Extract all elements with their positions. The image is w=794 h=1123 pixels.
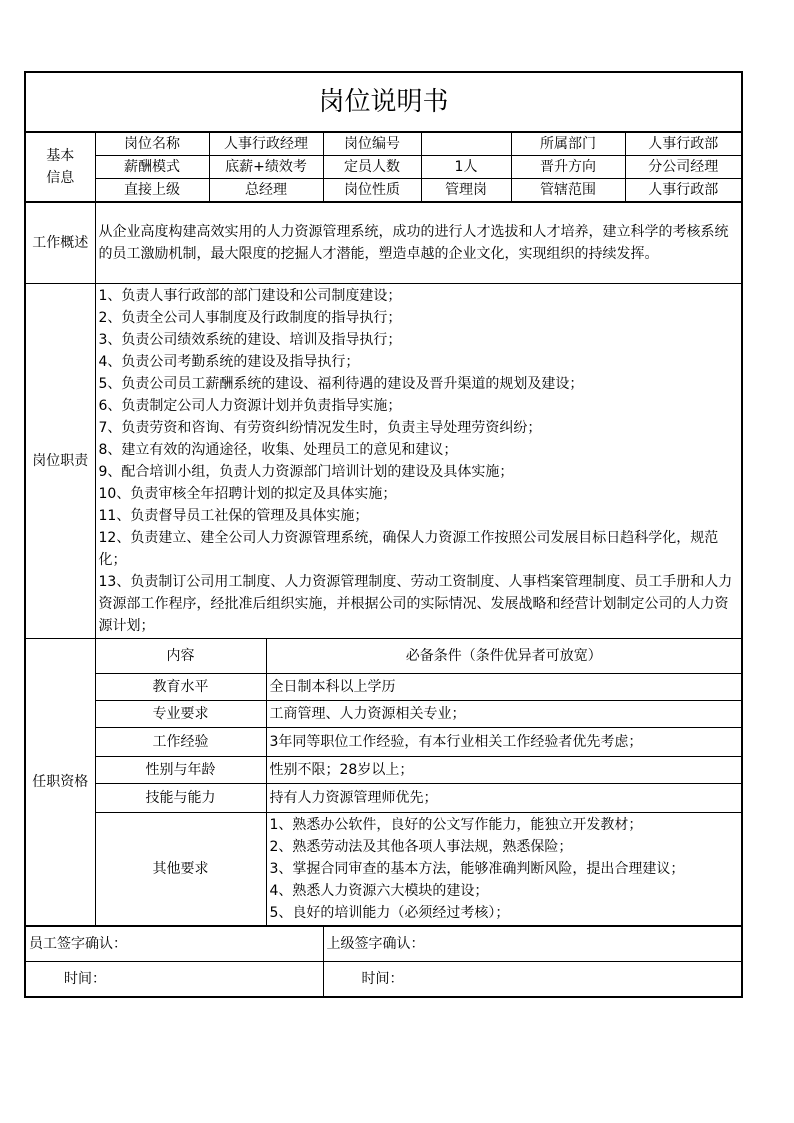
basic-cell: 管辖范围 xyxy=(511,179,625,203)
basic-cell: 岗位性质 xyxy=(323,179,421,203)
job-description-sheet xyxy=(24,71,741,998)
overview-text: 从企业高度构建高效实用的人力资源管理系统，成功的进行人才选拔和人才培养，建立科学的考核系统的员工激励机制，最大限度的挖掘人才潜能，塑造卓越的企业文化，实现组织的持续发挥。 xyxy=(95,202,742,284)
qual-item-value: 3年同等职位工作经验，有本行业相关工作经验者优先考虑； xyxy=(266,728,742,757)
qual-header-content: 内容 xyxy=(95,639,266,674)
other-requirement-item: 5、良好的培训能力（必须经过考核）； xyxy=(269,905,510,921)
basic-cell: 分公司经理 xyxy=(625,156,742,179)
duty-item: 12、负责建立、建全公司人力资源管理系统，确保人力资源工作按照公司发展目标日趋科学化，规范化； xyxy=(98,530,719,568)
basic-info-label-text: 基本 信息 xyxy=(46,148,75,186)
basic-cell: 直接上级 xyxy=(95,179,209,203)
duties-list xyxy=(95,284,742,639)
qual-item-label: 性别与年龄 xyxy=(95,757,266,784)
basic-cell: 人事行政部 xyxy=(625,132,742,156)
qual-item-label: 技能与能力 xyxy=(95,784,266,813)
basic-cell: 总经理 xyxy=(209,179,323,203)
duty-item: 2、负责全公司人事制度及行政制度的指导执行； xyxy=(98,310,402,326)
basic-cell xyxy=(421,132,511,156)
basic-cell: 人事行政部 xyxy=(625,179,742,203)
duties-label: 岗位职责 xyxy=(25,284,95,639)
supervisor-signature[interactable]: 上级签字确认： xyxy=(323,926,742,962)
duty-item: 11、负责督导员工社保的管理及具体实施； xyxy=(98,508,369,524)
basic-cell: 晋升方向 xyxy=(511,156,625,179)
duty-item: 9、配合培训小组，负责人力资源部门培训计划的建设及具体实施； xyxy=(98,464,514,480)
duty-item: 10、负责审核全年招聘计划的拟定及具体实施； xyxy=(98,486,397,502)
other-requirement-item: 4、熟悉人力资源六大模块的建设； xyxy=(269,883,489,899)
basic-cell: 管理岗 xyxy=(421,179,511,203)
duty-item: 3、负责公司绩效系统的建设、培训及指导执行； xyxy=(98,332,402,348)
other-requirement-item: 3、掌握合同审查的基本方法，能够准确判断风险，提出合理建议； xyxy=(269,861,685,877)
other-requirements-label: 其他要求 xyxy=(95,813,266,927)
qual-header-requirements: 必备条件（条件优异者可放宽） xyxy=(266,639,742,674)
employee-sign-time[interactable]: 时间： xyxy=(25,962,323,998)
qual-item-label: 教育水平 xyxy=(95,674,266,701)
qual-item-value: 工商管理、人力资源相关专业； xyxy=(266,701,742,728)
overview-label: 工作概述 xyxy=(25,202,95,284)
job-description-table xyxy=(24,71,743,998)
duty-item: 5、负责公司员工薪酬系统的建设、福利待遇的建设及晋升渠道的规划及建设； xyxy=(98,376,584,392)
basic-cell: 底薪+绩效考 xyxy=(209,156,323,179)
qual-item-label: 专业要求 xyxy=(95,701,266,728)
qual-item-value: 性别不限；28岁以上； xyxy=(266,757,742,784)
basic-cell: 薪酬模式 xyxy=(95,156,209,179)
basic-cell: 人事行政经理 xyxy=(209,132,323,156)
qual-item-value: 持有人力资源管理师优先； xyxy=(266,784,742,813)
basic-cell: 所属部门 xyxy=(511,132,625,156)
duty-item: 4、负责公司考勤系统的建设及指导执行； xyxy=(98,354,360,370)
other-requirement-item: 1、熟悉办公软件，良好的公文写作能力，能独立开发教材； xyxy=(269,817,643,833)
duty-item: 1、负责人事行政部的部门建设和公司制度建设； xyxy=(98,288,402,304)
basic-cell: 1人 xyxy=(421,156,511,179)
basic-info-label xyxy=(25,132,95,202)
basic-cell: 岗位名称 xyxy=(95,132,209,156)
qual-item-value: 全日制本科以上学历 xyxy=(266,674,742,701)
qual-item-label: 工作经验 xyxy=(95,728,266,757)
supervisor-sign-time[interactable]: 时间： xyxy=(323,962,742,998)
qualifications-label: 任职资格 xyxy=(25,639,95,927)
duty-item: 6、负责制定公司人力资源计划并负责指导实施； xyxy=(98,398,402,414)
duty-item: 7、负责劳资和咨询、有劳资纠纷情况发生时，负责主导处理劳资纠纷； xyxy=(98,420,542,436)
employee-signature[interactable]: 员工签字确认： xyxy=(25,926,323,962)
duty-item: 13、负责制订公司用工制度、人力资源管理制度、劳动工资制度、人事档案管理制度、员工手册和人力资源部工作程序，经批准后组织实施，并根据公司的实际情况、发展战略和经营计划制定公司的人力资源计划； xyxy=(98,574,733,634)
document-title: 岗位说明书 xyxy=(25,72,742,132)
duty-item: 8、建立有效的沟通途径，收集、处理员工的意见和建议； xyxy=(98,442,458,458)
basic-cell: 定员人数 xyxy=(323,156,421,179)
other-requirements-list xyxy=(266,813,742,927)
basic-cell: 岗位编号 xyxy=(323,132,421,156)
other-requirement-item: 2、熟悉劳动法及其他各项人事法规，熟悉保险； xyxy=(269,839,573,855)
